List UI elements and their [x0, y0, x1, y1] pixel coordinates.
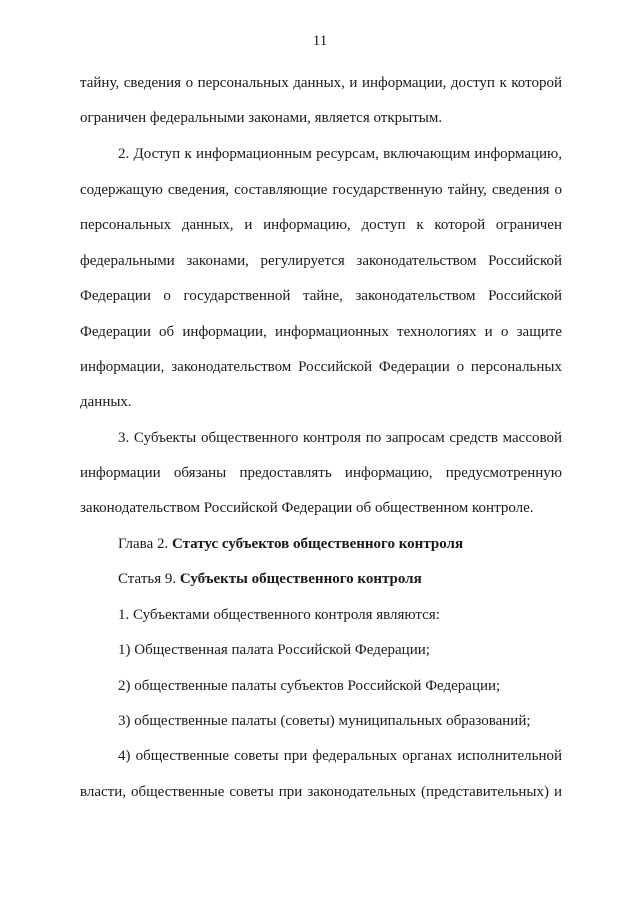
text-line: данных.: [80, 394, 132, 410]
text-line: информации, законодательством Российской Федерации о персональных: [80, 359, 562, 375]
text-line: тайну, сведения о персональных данных, и информации, доступ к которой: [80, 75, 562, 91]
list-item: 2) общественные палаты субъектов Российской Федерации;: [118, 678, 501, 694]
list-item: 4) общественные советы при федеральных органах исполнительной: [118, 748, 562, 764]
text-line: власти, общественные советы при законодательных (представительных) и: [80, 784, 562, 800]
text-line: 2. Доступ к информационным ресурсам, включающим информацию,: [118, 146, 562, 162]
text-line: персональных данных, и информацию, доступ к которой ограничен: [80, 217, 562, 233]
text-line: законодательством Российской Федерации об общественном контроле.: [80, 500, 534, 516]
article-heading: [118, 569, 562, 589]
text-line: Федерации об информации, информационных технологиях и о защите: [80, 324, 562, 340]
chapter-heading: [118, 534, 562, 554]
text-line: Федерации о государственной тайне, законодательством Российской: [80, 288, 562, 304]
text-line: информации обязаны предоставлять информацию, предусмотренную: [80, 465, 562, 481]
text-line: ограничен федеральными законами, является открытым.: [80, 110, 443, 126]
list-item: 1. Субъектами общественного контроля являются:: [118, 607, 440, 623]
chapter-prefix: Глава 2.: [118, 536, 169, 552]
article-prefix: Статья 9.: [118, 571, 177, 587]
text-line: содержащую сведения, составляющие государственную тайну, сведения о: [80, 182, 562, 198]
article-title: Субъекты общественного контроля: [179, 571, 422, 587]
page-number: 11: [312, 33, 328, 49]
text-line: федеральными законами, регулируется законодательством Российской: [80, 253, 562, 269]
text-line: 3. Субъекты общественного контроля по запросам средств массовой: [118, 430, 562, 446]
list-item: 3) общественные палаты (советы) муниципальных образований;: [118, 713, 531, 729]
chapter-title: Статус субъектов общественного контроля: [171, 536, 464, 552]
list-item: 1) Общественная палата Российской Федерации;: [118, 642, 430, 658]
